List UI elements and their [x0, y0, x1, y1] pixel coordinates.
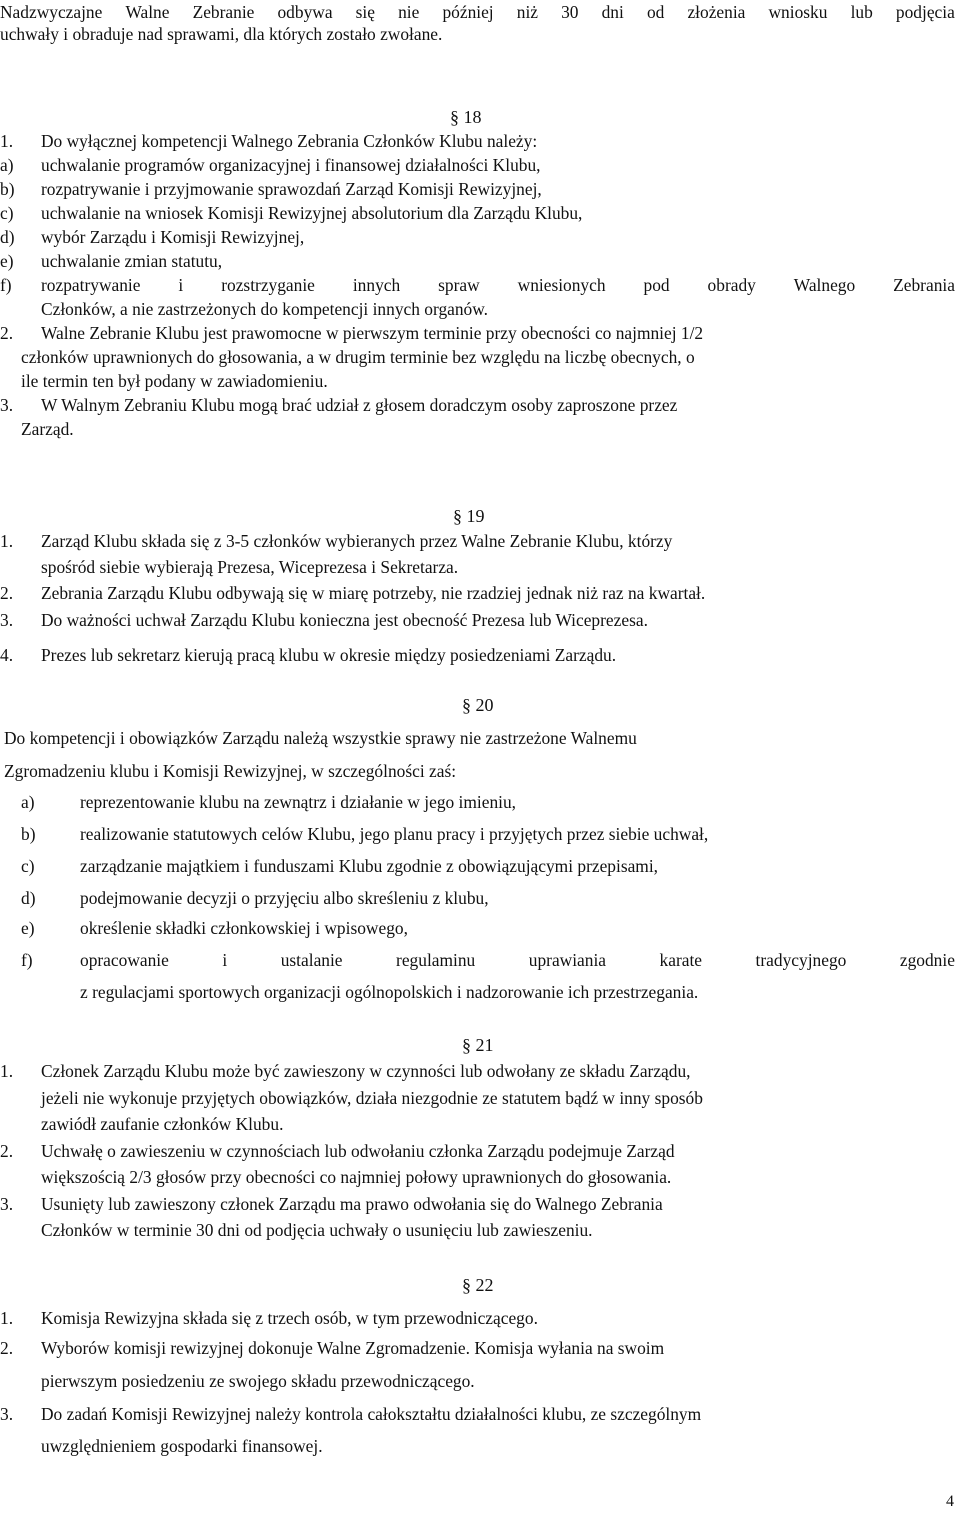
s22-p2-num: 2.: [0, 1338, 14, 1358]
s20-item-d-text: podejmowanie decyzji o przyjęciu albo skreśleniu z klubu,: [80, 888, 489, 908]
word: nie: [398, 2, 420, 22]
s18-item-f-cont-text: Członków, a nie zastrzeżonych do kompetencji innych organów.: [41, 299, 489, 319]
s19-p3-num: 3.: [0, 610, 14, 630]
word: Nadzwyczajne: [0, 2, 103, 22]
s22-p1-num: 1.: [0, 1308, 14, 1328]
s20-intro-text-1: Do kompetencji i obowiązków Zarządu należą wszystkie sprawy nie zastrzeżone Walnemu: [4, 728, 637, 748]
s18-p2-text-3: ile termin ten był podany w zawiadomieniu.: [21, 371, 328, 391]
word: odbywa: [277, 2, 333, 22]
section-21-heading: § 21: [462, 1035, 494, 1055]
word: złożenia: [687, 2, 746, 22]
s21-p2-num: 2.: [0, 1141, 14, 1161]
s18-p3-num: 3.: [0, 395, 14, 415]
s22-p3-text-2: uwzględnieniem gospodarki finansowej.: [41, 1436, 323, 1456]
intro-line-2: [0, 23, 955, 45]
s20-item-c-text: zarządzanie majątkiem i funduszami Klubu zgodnie z obowiązującymi przepisami,: [80, 856, 659, 876]
s20-item-e-label: e): [21, 918, 35, 938]
s18-item-c-text: uchwalanie na wniosek Komisji Rewizyjnej absolutorium dla Zarządu Klubu,: [41, 203, 583, 223]
s20-intro-text-2: Zgromadzeniu klubu i Komisji Rewizyjnej, w szczególności zaś:: [4, 761, 457, 781]
section-20-heading: § 20: [462, 695, 494, 715]
s22-p3-num: 3.: [0, 1404, 14, 1424]
s22-p2-text-1: Wyborów komisji rewizyjnej dokonuje Walne Zgromadzenie. Komisja wyłania na swoim: [41, 1338, 665, 1358]
s18-p2-text-1: Walne Zebranie Klubu jest prawomocne w pierwszym terminie przy obecności co najmniej 1/2: [41, 323, 704, 343]
intro-line-1: [0, 1, 955, 23]
word: Zebrania: [893, 275, 955, 295]
s22-p3-text-1: Do zadań Komisji Rewizyjnej należy kontrola całokształtu działalności klubu, ze szczególnym: [41, 1404, 702, 1424]
s20-item-c-label: c): [21, 856, 35, 876]
s19-p1-num: 1.: [0, 531, 14, 551]
word: niż: [516, 2, 538, 22]
word: Walnego: [793, 275, 856, 295]
s20-item-d-label: d): [21, 888, 36, 908]
word: później: [442, 2, 494, 22]
word: ustalanie: [280, 950, 343, 970]
s21-p1-text-1: Członek Zarządu Klubu może być zawieszony w czynności lub odwołany ze składu Zarządu,: [41, 1061, 691, 1081]
s18-p1-num: 1.: [0, 131, 14, 151]
s22-p2-text-2: pierwszym posiedzeniu ze swojego składu przewodniczącego.: [41, 1371, 475, 1391]
s21-p3-num: 3.: [0, 1194, 14, 1214]
s19-p4-text: Prezes lub sekretarz kierują pracą klubu w okresie między posiedzeniami Zarządu.: [41, 645, 617, 665]
s21-p1-text-2: jeżeli nie wykonuje przyjętych obowiązków, działa niezgodnie ze statutem bądź w inny sposób: [41, 1088, 703, 1108]
s19-p1-text-2: spośród siebie wybierają Prezesa, Wiceprezesa i Sekretarza.: [41, 557, 459, 577]
s18-item-e-text: uchwalanie zmian statutu,: [41, 251, 223, 271]
s20-item-f-cont-text: z regulacjami sportowych organizacji ogólnopolskich i nadzorowanie ich przestrzegania.: [80, 982, 699, 1002]
word: 30: [561, 2, 579, 22]
s18-item-d-text: wybór Zarządu i Komisji Rewizyjnej,: [41, 227, 305, 247]
section-19-heading: § 19: [453, 506, 485, 526]
s21-p1-num: 1.: [0, 1061, 14, 1081]
s21-p3-text-2: Członków w terminie 30 dni od podjęcia uchwały o usunięciu lub zawieszeniu.: [41, 1220, 593, 1240]
word: rozstrzyganie: [221, 275, 315, 295]
word: i: [178, 275, 184, 295]
page-number: 4: [946, 1493, 954, 1510]
s20-item-a-label: a): [21, 792, 35, 812]
word: zgodnie: [899, 950, 955, 970]
word: od: [646, 2, 665, 22]
s18-item-a-text: uchwalanie programów organizacyjnej i finansowej działalności Klubu,: [41, 155, 541, 175]
s20-item-f-text: [80, 949, 955, 971]
word: się: [355, 2, 375, 22]
s18-item-f-text: [41, 274, 955, 296]
s20-item-b-text: realizowanie statutowych celów Klubu, jego planu pracy i przyjętych przez siebie uchwał,: [80, 824, 709, 844]
s18-p1-text: Do wyłącznej kompetencji Walnego Zebrania Członków Klubu należy:: [41, 131, 538, 151]
s18-item-d-label: d): [0, 227, 15, 247]
s18-p2-num: 2.: [0, 323, 14, 343]
word: wniosku: [768, 2, 828, 22]
s19-p4-num: 4.: [0, 645, 14, 665]
word: Walne: [125, 2, 170, 22]
s19-p2-num: 2.: [0, 583, 14, 603]
word: karate: [659, 950, 703, 970]
s20-item-a-text: reprezentowanie klubu na zewnątrz i działanie w jego imieniu,: [80, 792, 517, 812]
word: rozpatrywanie: [41, 275, 141, 295]
intro-text-2: uchwały i obraduje nad sprawami, dla których zostało zwołane.: [0, 24, 443, 44]
word: innych: [352, 275, 401, 295]
word: opracowanie: [80, 950, 169, 970]
word: regulaminu: [396, 950, 476, 970]
s21-p2-text-2: większością 2/3 głosów przy obecności co najmniej połowy uprawnionych do głosowania.: [41, 1167, 672, 1187]
s18-item-b-text: rozpatrywanie i przyjmowanie sprawozdań Zarząd Komisji Rewizyjnej,: [41, 179, 542, 199]
word: obrady: [707, 275, 756, 295]
s18-item-e-label: e): [0, 251, 14, 271]
word: wniesionych: [517, 275, 606, 295]
s21-p2-text-1: Uchwałę o zawieszeniu w czynnościach lub odwołaniu członka Zarządu podejmuje Zarząd: [41, 1141, 675, 1161]
word: dni: [601, 2, 624, 22]
s18-item-f-label: f): [0, 275, 12, 295]
word: pod: [643, 275, 670, 295]
s22-p1-text: Komisja Rewizyjna składa się z trzech osób, w tym przewodniczącego.: [41, 1308, 538, 1328]
s18-item-c-label: c): [0, 203, 14, 223]
s19-p2-text: Zebrania Zarządu Klubu odbywają się w miarę potrzeby, nie rzadziej jednak niż raz na kwartał.: [41, 583, 706, 603]
section-22-heading: § 22: [462, 1275, 494, 1295]
s18-p3-text-2: Zarząd.: [21, 419, 74, 439]
s18-item-a-label: a): [0, 155, 14, 175]
s19-p3-text: Do ważności uchwał Zarządu Klubu konieczna jest obecność Prezesa lub Wiceprezesa.: [41, 610, 648, 630]
section-18-heading: § 18: [450, 107, 482, 127]
s21-p1-text-3: zawiódł zaufanie członków Klubu.: [41, 1114, 284, 1134]
s19-p1-text-1: Zarząd Klubu składa się z 3-5 członków wybieranych przez Walne Zebranie Klubu, którzy: [41, 531, 673, 551]
s20-item-b-label: b): [21, 824, 36, 844]
s18-item-b-label: b): [0, 179, 15, 199]
s18-p3-text-1: W Walnym Zebraniu Klubu mogą brać udział z głosem doradczym osoby zaproszone przez: [41, 395, 678, 415]
word: Zebranie: [192, 2, 255, 22]
s20-item-f-label: f): [21, 950, 33, 970]
word: uprawiania: [528, 950, 607, 970]
word: tradycyjnego: [755, 950, 847, 970]
word: spraw: [438, 275, 480, 295]
s18-p2-text-2: członków uprawnionych do głosowania, a w drugim terminie bez względu na liczbę obecnych, o: [21, 347, 695, 367]
word: podjęcia: [895, 2, 955, 22]
word: lub: [850, 2, 873, 22]
s20-item-e-text: określenie składki członkowskiej i wpisowego,: [80, 918, 408, 938]
s21-p3-text-1: Usunięty lub zawieszony członek Zarządu ma prawo odwołania się do Walnego Zebrania: [41, 1194, 663, 1214]
word: i: [222, 950, 228, 970]
